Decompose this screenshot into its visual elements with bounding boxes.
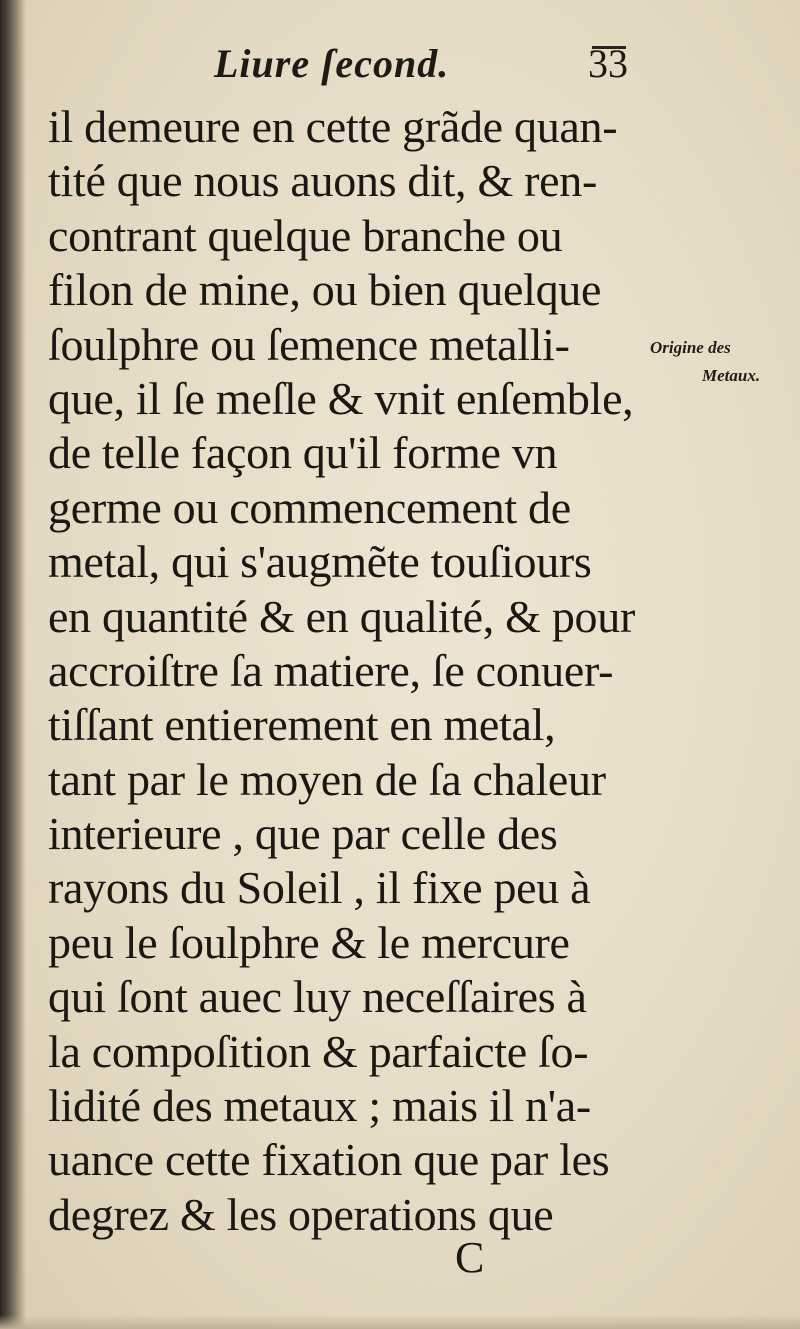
text-line: filon de mine, ou bien quelque	[48, 264, 602, 316]
text-line: germe ou commencement de	[48, 481, 571, 533]
text-line: qui ſont auec luy neceſſaires à	[48, 971, 587, 1023]
text-line: tant par le moyen de ſa chaleur	[48, 753, 606, 805]
text-line: accroiſtre ſa matiere, ſe conuer-	[48, 644, 614, 696]
text-line: il demeure en cette grãde quan-	[48, 101, 618, 152]
text-line: lidité des metaux ; mais il n'a-	[48, 1080, 591, 1132]
text-line: en quantité & en qualité, & pour	[48, 590, 635, 642]
text-line: la compoſition & parfaicte ſo-	[48, 1025, 589, 1077]
margin-note	[650, 334, 795, 390]
text-line: peu le ſoulphre & le mercure	[48, 916, 570, 968]
margin-note-line: Metaux.	[702, 366, 761, 385]
signature-mark: C	[455, 1233, 485, 1282]
body-text	[48, 100, 638, 1242]
text-line: tité que nous auons dit, & ren-	[48, 155, 597, 207]
text-line: uance cette fixation que par les	[48, 1134, 610, 1186]
running-title: Liure ſecond.	[214, 41, 450, 86]
text-line: ſoulphre ou ſemence metalli-	[48, 318, 570, 370]
text-line: de telle façon qu'il forme vn	[48, 427, 558, 479]
binding-gutter	[0, 0, 26, 1329]
text-line: interieure , que par celle des	[48, 808, 558, 860]
page-edge	[0, 1315, 800, 1329]
page-number: 33	[588, 41, 628, 86]
text-line: que, il ſe meſle & vnit enſemble,	[48, 372, 634, 424]
text-line: degrez & les operations que	[48, 1188, 554, 1240]
text-line: tiſſant entierement en metal,	[48, 699, 556, 751]
text-line: rayons du Soleil , il fixe peu à	[48, 862, 591, 914]
text-line: metal, qui s'augmẽte touſiours	[48, 536, 592, 588]
margin-note-line: Origine des	[650, 338, 731, 357]
text-line: contrant quelque branche ou	[48, 209, 563, 261]
